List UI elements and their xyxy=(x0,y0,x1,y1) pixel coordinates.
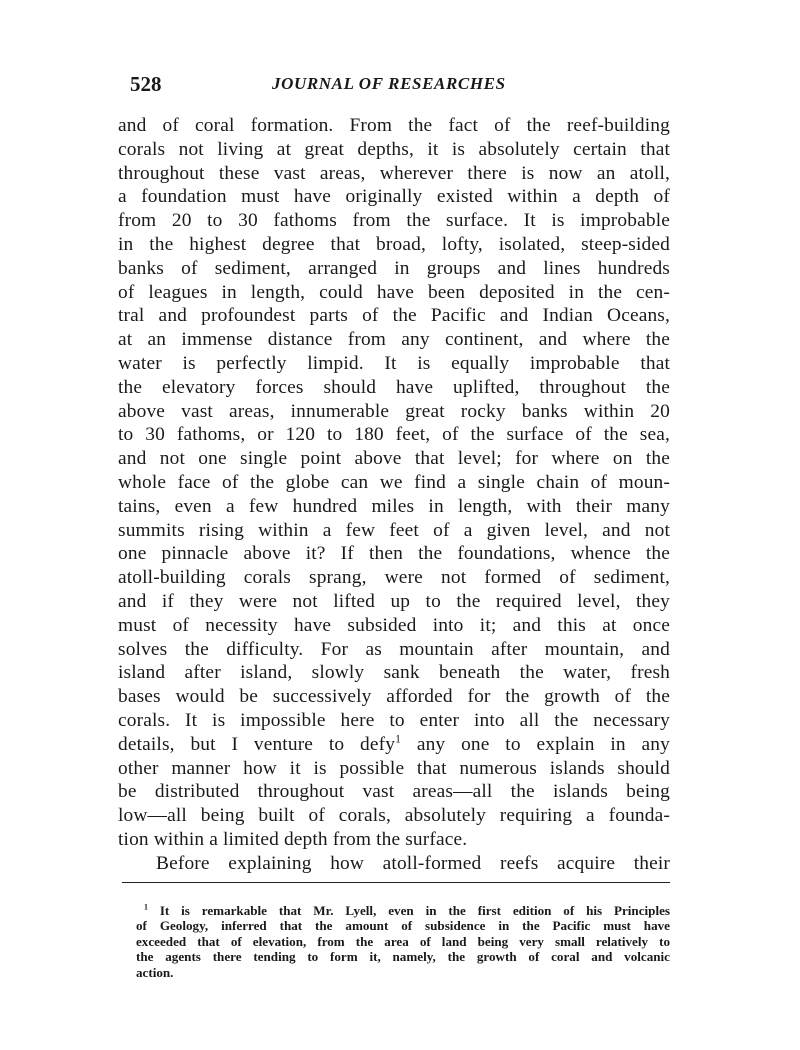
text-line: to 30 fathoms, or 120 to 180 feet, of the surface of the sea, xyxy=(118,424,670,446)
text-line-start: details, but I venture to defy xyxy=(118,733,396,755)
text-line: and not one single point above that level; for where on the xyxy=(118,448,670,470)
text-line: corals not living at great depths, it is absolutely certain that xyxy=(118,138,670,160)
text-line: from 20 to 30 fathoms from the surface. It is improbable xyxy=(118,210,670,232)
footnote-divider xyxy=(122,882,670,883)
text-line: tral and profoundest parts of the Pacific and Indian Oceans, xyxy=(118,305,670,327)
text-line: low—all being built of corals, absolutely requiring a founda- xyxy=(118,805,670,827)
text-line: island after island, slowly sank beneath the water, fresh xyxy=(118,662,670,684)
text-line-with-footnote-ref xyxy=(118,733,670,757)
text-line: of leagues in length, could have been deposited in the cen- xyxy=(118,281,670,303)
text-line: the elevatory forces should have uplifted, throughout the xyxy=(118,376,670,398)
text-line: and if they were not lifted up to the required level, they xyxy=(118,590,670,612)
text-line: tains, even a few hundred miles in length, with their many xyxy=(118,495,670,517)
text-line: a foundation must have originally existed within a depth of xyxy=(118,186,670,208)
footnote-line: of Geology, inferred that the amount of subsidence in the Pacific must have xyxy=(136,918,670,934)
footnote-line: exceeded that of elevation, from the area of land being very small relatively to xyxy=(136,933,670,949)
footnote-line-text: It is remarkable that Mr. Lyell, even in the first edition of his Principles xyxy=(147,903,670,918)
text-line-end: any one to explain in any xyxy=(401,733,671,755)
body-text xyxy=(118,114,670,876)
running-head: JOURNAL OF RESEARCHES xyxy=(272,74,506,93)
footnote xyxy=(136,903,670,980)
footnote-line: action. xyxy=(136,964,174,980)
text-line: banks of sediment, arranged in groups and lines hundreds xyxy=(118,257,670,279)
text-line: one pinnacle above it? If then the foundations, whence the xyxy=(118,543,670,565)
text-line: be distributed throughout vast areas—all the islands being xyxy=(118,781,670,803)
text-line: summits rising within a few feet of a given level, and not xyxy=(118,519,670,541)
text-line: at an immense distance from any continent, and where the xyxy=(118,329,670,351)
text-line: water is perfectly limpid. It is equally improbable that xyxy=(118,352,670,374)
page-header xyxy=(130,72,670,102)
footnote-marker: 1 xyxy=(144,902,148,912)
text-line: corals. It is impossible here to enter into all the necessary xyxy=(118,709,670,731)
text-line: in the highest degree that broad, lofty, isolated, steep-sided xyxy=(118,233,670,255)
text-line: throughout these vast areas, wherever there is now an atoll, xyxy=(118,162,670,184)
footnote-line xyxy=(136,903,670,918)
text-line: whole face of the globe can we find a single chain of moun- xyxy=(118,471,670,493)
text-line: above vast areas, innumerable great rocky banks within 20 xyxy=(118,400,670,422)
text-line: bases would be successively afforded for the growth of the xyxy=(118,686,670,708)
text-line: atoll-building corals sprang, were not formed of sediment, xyxy=(118,567,670,589)
text-line: and of coral formation. From the fact of the reef-building xyxy=(118,115,670,136)
text-line: other manner how it is possible that numerous islands should xyxy=(118,757,670,779)
text-line: tion within a limited depth from the surface. xyxy=(118,828,468,850)
text-line: must of necessity have subsided into it; and this at once xyxy=(118,614,670,636)
text-line-paragraph-start: Before explaining how atoll-formed reefs acquire their xyxy=(156,852,670,874)
page-number: 528 xyxy=(130,72,162,96)
text-line: solves the difficulty. For as mountain after mountain, and xyxy=(118,638,670,660)
footnote-ref-marker: 1 xyxy=(395,732,402,746)
footnote-line: the agents there tending to form it, namely, the growth of coral and volcanic xyxy=(136,949,670,965)
